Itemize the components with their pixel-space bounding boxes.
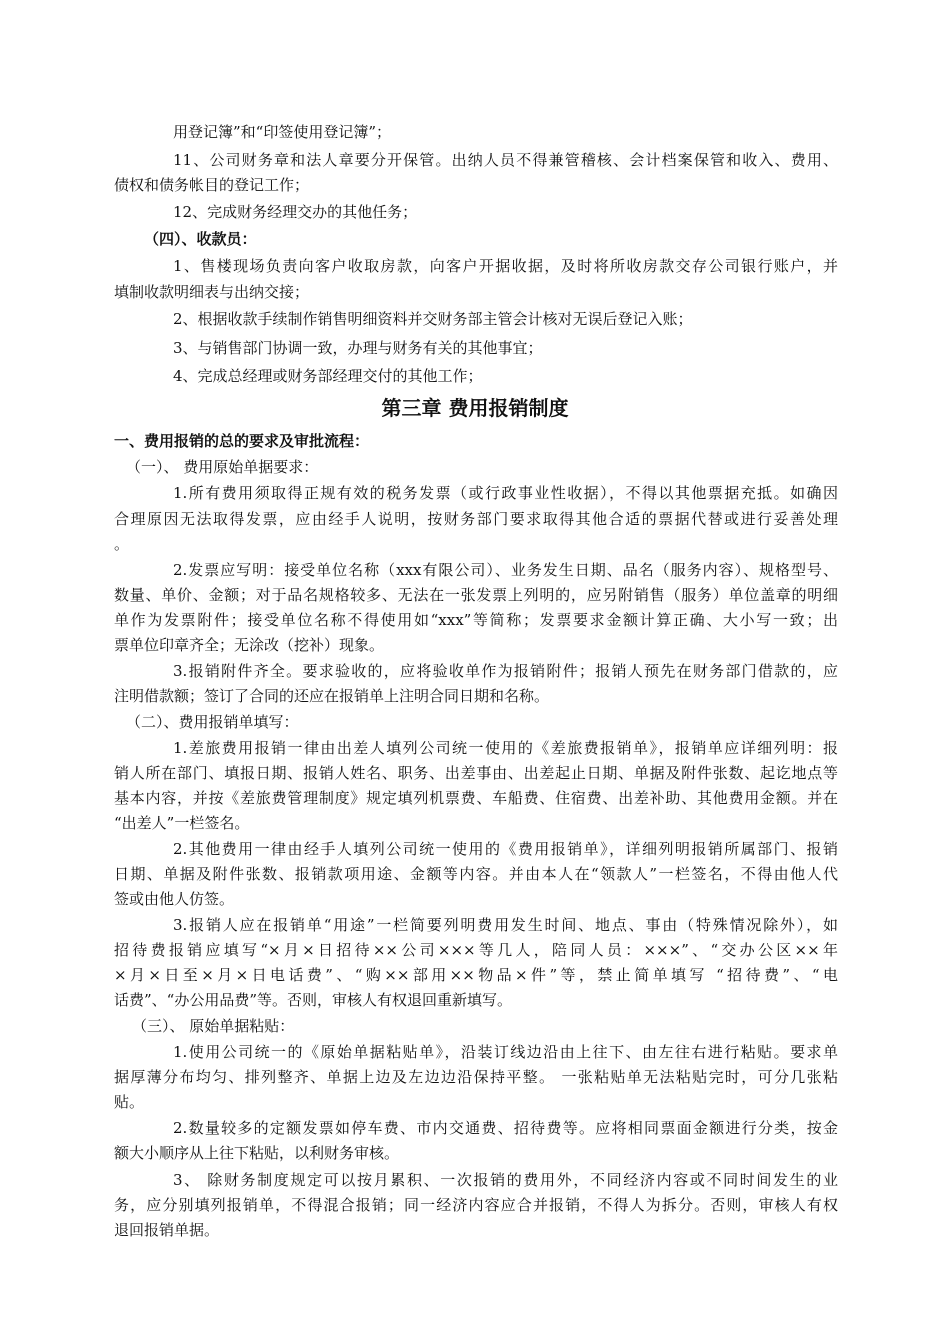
text-line: 签或由他人仿签。 <box>114 890 235 908</box>
text-line: 2.数量较多的定额发票如停车费、市内交通费、招待费等。应将相同票面金额进行分类，按金 <box>173 1119 838 1137</box>
text-line: 数量、单价、金额；对于品名规格较多、无法在一张发票上列明的，应另附销售（服务）单位盖章的明细 <box>114 586 838 604</box>
text-line: 务，应分别填列报销单，不得混合报销；同一经济内容应合并报销，不得人为拆分。否则，审核人有权 <box>114 1196 838 1214</box>
text-line: 单作为发票附件；接受单位名称不得使用如“xxx”等简称；发票要求金额计算正确、大小写一致；出 <box>114 611 838 629</box>
text-line: “出差人”一栏签名。 <box>114 814 250 832</box>
section-heading: 一、费用报销的总的要求及审批流程： <box>114 432 370 450</box>
text-line: 1、售楼现场负责向客户收取房款，向客户开据收据，及时将所收房款交存公司银行账户，并 <box>173 257 838 275</box>
text-line: 招待费报销应填写“×月×日招待××公司×××等几人，陪同人员：×××”、“交办公区××年 <box>114 941 838 959</box>
text-line: 填制收款明细表与出纳交接； <box>114 283 310 301</box>
chapter-title: 第三章 费用报销制度 <box>381 396 569 420</box>
text-line: 合理原因无法取得发票，应由经手人说明，按财务部门要求取得其他合适的票据代替或进行妥善处理 <box>114 510 838 528</box>
text-line: 2.其他费用一律由经手人填列公司统一使用的《费用报销单》，详细列明报销所属部门、报销 <box>173 840 838 858</box>
text-line: 12、完成财务经理交办的其他任务； <box>173 203 418 221</box>
section-heading: （四）、收款员： <box>144 230 257 248</box>
text-line: 额大小顺序从上往下粘贴，以利财务审核。 <box>114 1144 400 1162</box>
text-line: 3.报销人应在报销单“用途”一栏简要列明费用发生时间、地点、事由（特殊情况除外），如 <box>173 916 838 934</box>
text-line: 11、公司财务章和法人章要分开保管。出纳人员不得兼管稽核、会计档案保管和收入、费用、 <box>173 151 838 169</box>
text-line: 贴。 <box>114 1093 145 1111</box>
text-line: 退回报销单据。 <box>114 1221 220 1239</box>
text-line: 2、根据收款手续制作销售明细资料并交财务部主管会计核对无误后登记入账； <box>173 310 693 328</box>
text-line: 1.所有费用须取得正规有效的税务发票（或行政事业性收据），不得以其他票据充抵。如确因 <box>173 484 838 502</box>
text-line: 。 <box>114 535 130 553</box>
text-line: 1.差旅费用报销一律由出差人填列公司统一使用的《差旅费报销单》，报销单应详细列明：报 <box>173 739 838 757</box>
text-line: 债权和债务帐目的登记工作； <box>114 176 310 194</box>
text-line: 3.报销附件齐全。要求验收的，应将验收单作为报销附件；报销人预先在财务部门借款的，应 <box>173 662 838 680</box>
text-line: 据厚薄分布均匀、排列整齐、单据上边及左边边沿保持平整。 一张粘贴单无法粘贴完时，可分几张粘 <box>114 1068 838 1086</box>
subsection-heading: （三）、 原始单据粘贴： <box>132 1017 295 1035</box>
text-line: 销人所在部门、填报日期、报销人姓名、职务、出差事由、出差起止日期、单据及附件张数、起讫地点等 <box>114 764 838 782</box>
text-line: 日期、单据及附件张数、报销款项用途、金额等内容。并由本人在“领款人”一栏签名，不得由他人代 <box>114 865 838 883</box>
text-line: 注明借款额；签订了合同的还应在报销单上注明合同日期和名称。 <box>114 687 550 705</box>
text-line: 3、 除财务制度规定可以按月累积、一次报销的费用外，不同经济内容或不同时间发生的业 <box>173 1171 838 1189</box>
text-line: 4、完成总经理或财务部经理交付的其他工作； <box>173 367 483 385</box>
subsection-heading: （一）、 费用原始单据要求： <box>126 458 319 476</box>
text-line: 1.使用公司统一的《原始单据粘贴单》，沿装订线边沿由上往下、由左往右进行粘贴。要求单 <box>173 1043 838 1061</box>
text-line: 用登记簿”和“印签使用登记簿”； <box>173 123 392 141</box>
text-line: 基本内容，并按《差旅费管理制度》规定填列机票费、车船费、住宿费、出差补助、其他费用金额。并在 <box>114 789 838 807</box>
subsection-heading: （二）、费用报销单填写： <box>126 713 299 731</box>
text-line: 话费”、“办公用品费”等。否则，审核人有权退回重新填写。 <box>114 991 513 1009</box>
text-line: 票单位印章齐全；无涂改（挖补）现象。 <box>114 636 385 654</box>
text-line: ×月×日至×月×日电话费”、“购××部用××物品×件”等，禁止简单填写 “招待费”、“电 <box>114 966 838 984</box>
text-line: 2.发票应写明：接受单位名称（xxx有限公司）、业务发生日期、品名（服务内容）、规格型号、 <box>173 561 838 579</box>
text-line: 3、与销售部门协调一致，办理与财务有关的其他事宜； <box>173 339 543 357</box>
